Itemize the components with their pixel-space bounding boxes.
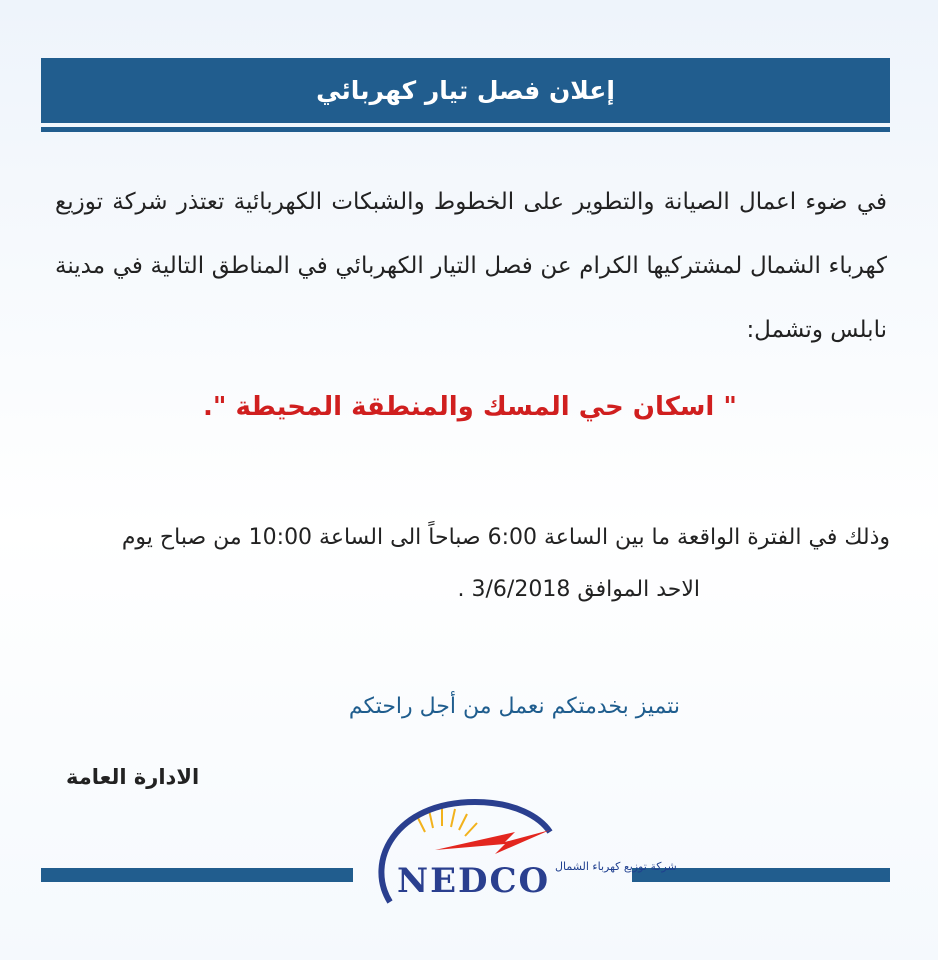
intro-paragraph: في ضوء اعمال الصيانة والتطوير على الخطوط والشبكات الكهربائية تعتذر شركة توزيع كهرباء الشمال لمشتركيها الكرام عن فصل التيار الكهربائي في المناطق التالية في مدينة نابلس وتشمل: [55,189,887,343]
timing-line-1: وذلك في الفترة الواقعة ما بين الساعة 6:00 صباحاً الى الساعة 10:00 من صباح يوم [121,525,890,550]
timing-paragraph [40,512,890,616]
affected-area: " اسكان حي المسك والمنطقة المحيطة ". [203,392,737,422]
nedco-logo [365,792,677,910]
announcement-title: إعلان فصل تيار كهربائي [316,76,615,105]
title-underline [41,127,890,132]
footer-bar-left [41,868,353,882]
announcement-title-bar [41,58,890,123]
signature: الادارة العامة [66,765,200,789]
timing-line-2: الاحد الموافق 3/6/2018 . [457,577,700,602]
lightning-icon [435,830,550,854]
company-slogan: نتميز بخدمتكم نعمل من أجل راحتكم [348,694,680,719]
logo-latin-name: NEDCO [397,861,551,901]
logo-arabic-name: شركة توزيع كهرباء الشمال [555,860,677,873]
